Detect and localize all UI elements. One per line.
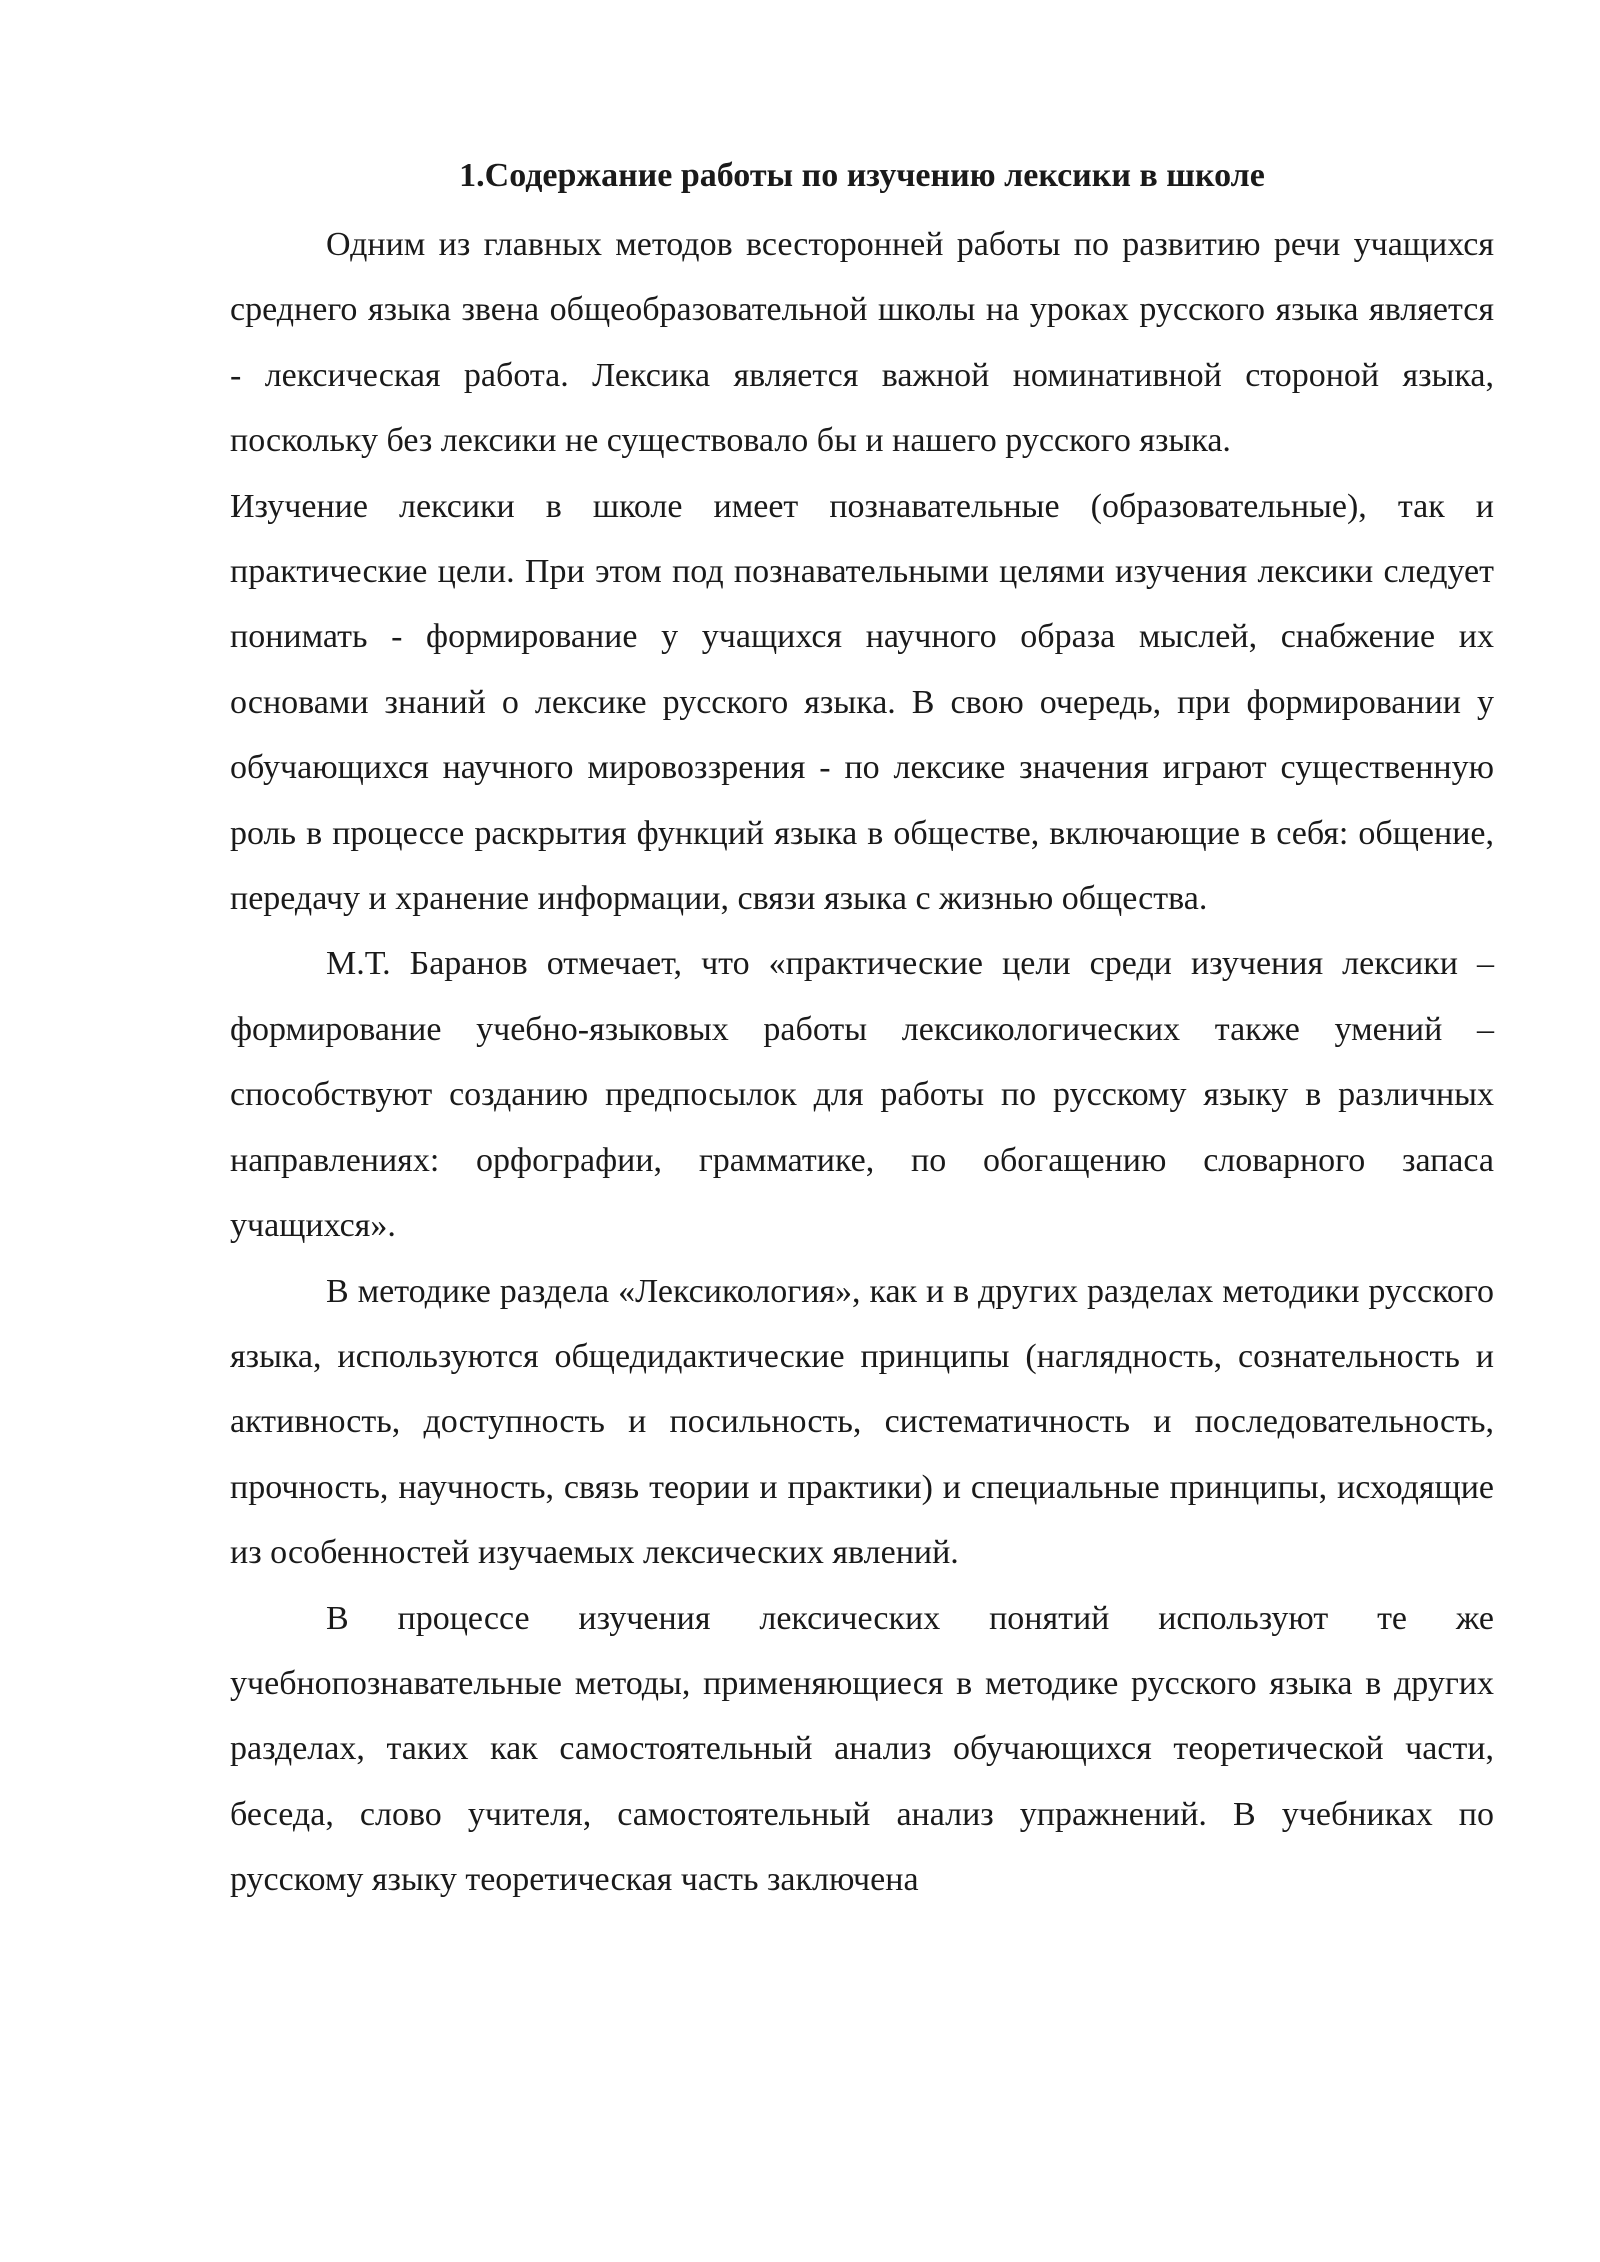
section-title: 1.Содержание работы по изучению лексики в школе: [459, 157, 1265, 194]
paragraph-baranov-quote: М.Т. Баранов отмечает, что «практические цели среди изучения лексики – формирование учебно-языковых работы лексикологических также умений – способствуют созданию предпосылок для работы по русскому языку в различных направлениях: орфографии, грамматике, по обогащению словарного запаса учащихся».: [230, 945, 1494, 1245]
paragraph-goals: Изучение лексики в школе имеет познавательные (образовательные), так и практические цели. При этом под познавательными целями изучения лексики следует понимать - формирование у учащихся научного образа мыслей, снабжение их основами знаний о лексике русского языка. В свою очередь, при формировании у обучающихся научного мировоззрения - по лексике значения играют существенную роль в процессе раскрытия функций языка в обществе, включающие в себя: общение, передачу и хранение информации, связи языка с жизнью общества.: [230, 487, 1494, 918]
paragraph-intro: Одним из главных методов всесторонней работы по развитию речи учащихся среднего языка звена общеобразовательной школы на уроках русского языка является - лексическая работа. Лексика является важной номинативной стороной языка, поскольку без лексики не существовало бы и нашего русского языка.: [230, 226, 1494, 460]
paragraph-principles: В методике раздела «Лексикология», как и в других разделах методики русского языка, используются общедидактические принципы (наглядность, сознательность и активность, доступность и посильность, систематичность и последовательность, прочность, научность, связь теории и практики) и специальные принципы, исходящие из особенностей изучаемых лексических явлений.: [230, 1272, 1494, 1572]
paragraph-methods: В процессе изучения лексических понятий используют те же учебнопознавательные методы, применяющиеся в методике русского языка в других разделах, таких как самостоятельный анализ обучающихся теоретической части, беседа, слово учителя, самостоятельный анализ упражнений. В учебниках по русскому языку теоретическая часть заключена: [230, 1599, 1494, 1899]
